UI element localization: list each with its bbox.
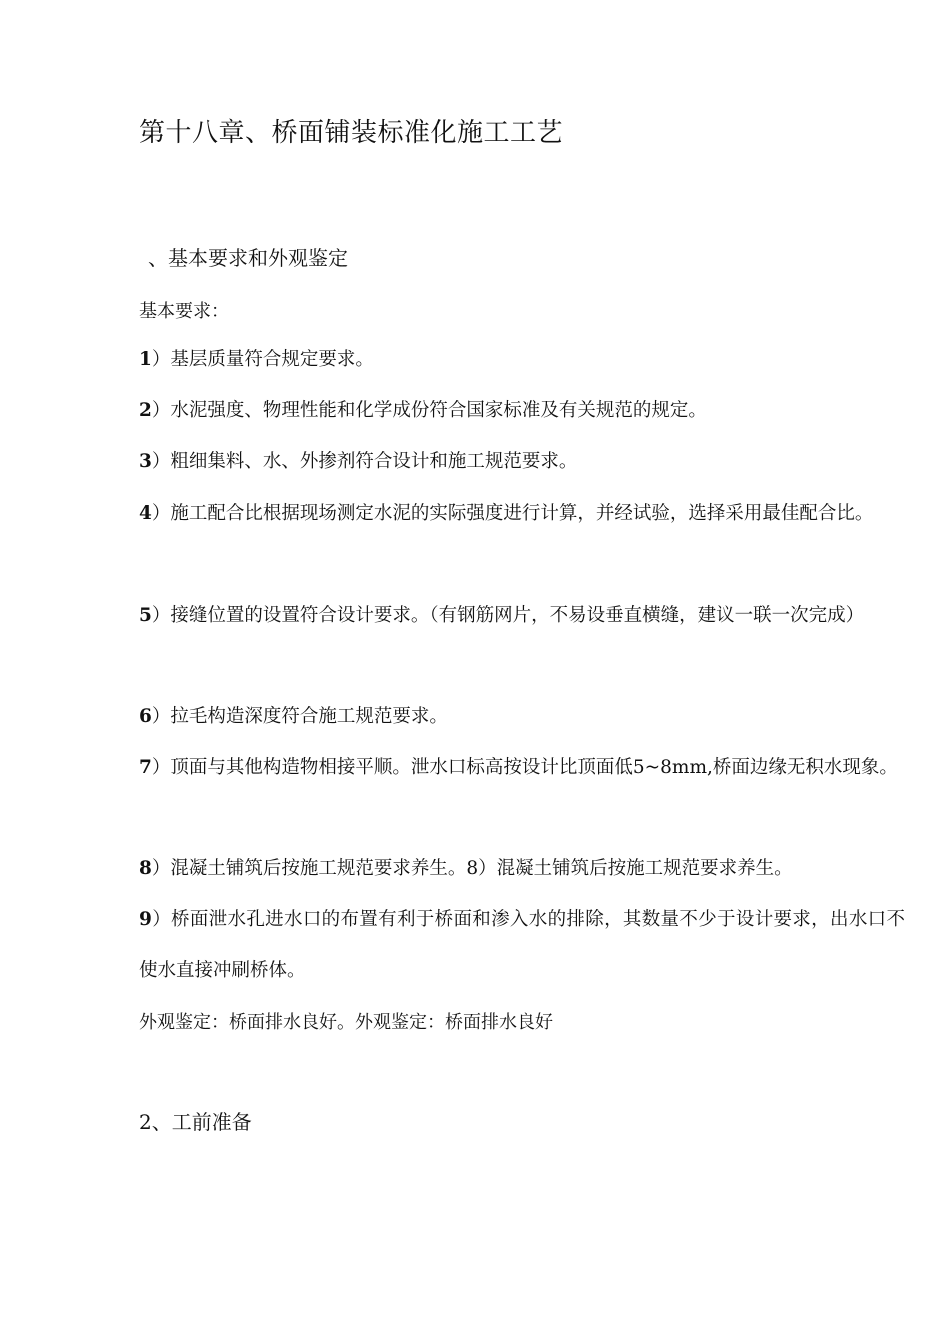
item-text: ）混凝土铺筑后按施工规范要求养生。8）混凝土铺筑后按施工规范要求养生。 [151,858,793,879]
item-number: 3 [139,451,152,472]
item-text: ）桥面泄水孔进水口的布置有利于桥面和渗入水的排除，其数量不少于设计要求，出水口不使水直接冲刷桥体。 [139,909,905,981]
item-text: ）接缝位置的设置符合设计要求。（有钢筋网片，不易设垂直横缝，建议一联一次完成） [151,605,865,626]
item-number: 4 [139,503,152,524]
requirement-item-9 [139,894,905,996]
item-text: ）水泥强度、物理性能和化学成份符合国家标准及有关规范的规定。 [151,400,707,421]
item-text: ）粗细集料、水、外掺剂符合设计和施工规范要求。 [151,451,578,472]
item-number: 9 [139,909,152,930]
appearance-assessment: 外观鉴定：桥面排水良好。外观鉴定：桥面排水良好 [139,1012,553,1033]
requirement-item-7 [139,742,905,793]
requirement-item-6 [139,691,905,742]
requirement-item-3 [139,436,905,487]
item-number: 5 [139,605,152,626]
requirement-item-5 [139,590,905,641]
section-heading-preparation: 2、工前准备 [139,1110,252,1134]
requirement-item-1 [139,334,905,385]
item-number: 6 [139,706,152,727]
item-number: 1 [139,349,152,370]
item-number: 2 [139,400,152,421]
item-text: ）基层质量符合规定要求。 [151,349,374,370]
item-text: ）拉毛构造深度符合施工规范要求。 [151,706,448,727]
requirement-item-2 [139,385,905,436]
requirement-item-8 [139,843,905,894]
item-number: 7 [139,757,152,778]
chapter-title: 第十八章、桥面铺装标准化施工工艺 [139,118,564,148]
item-text: ）施工配合比根据现场测定水泥的实际强度进行计算，并经试验，选择采用最佳配合比。 [151,503,874,524]
item-number: 8 [139,858,152,879]
section-heading-basic-requirements: 、基本要求和外观鉴定 [148,246,348,270]
basic-requirements-label: 基本要求： [139,301,229,322]
requirement-item-4 [139,488,905,539]
item-text: ）顶面与其他构造物相接平顺。泄水口标高按设计比顶面低5~8mm,桥面边缘无积水现象。 [151,757,898,778]
